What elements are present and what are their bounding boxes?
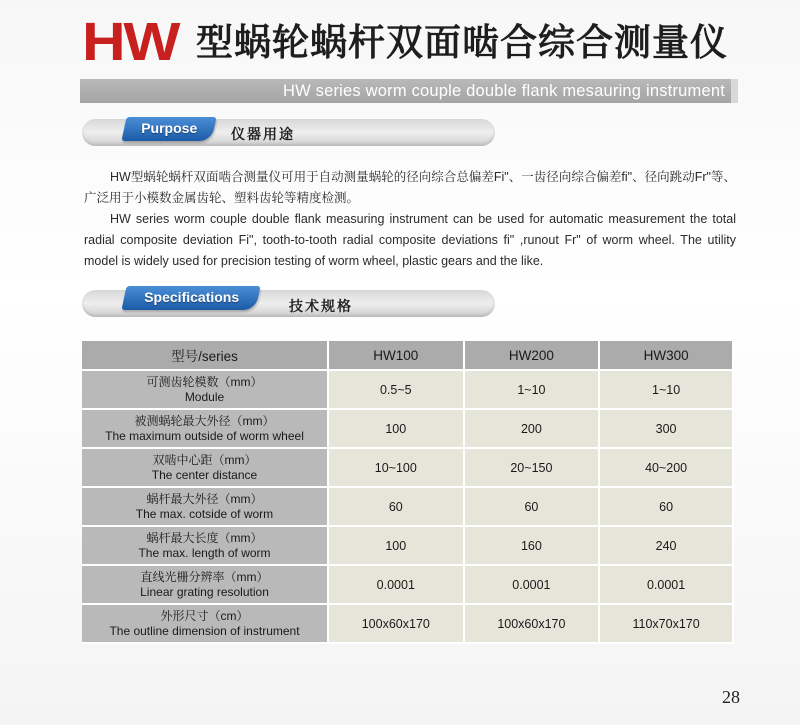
row-label	[82, 605, 329, 644]
row-label-cn: 外形尺寸（cm）	[160, 608, 249, 623]
spec-table-header-row	[82, 341, 734, 371]
subtitle-en: HW series worm couple double flank mesauring instrument	[282, 82, 725, 100]
purpose-description	[84, 167, 736, 272]
row-label-cn: 可测齿轮模数（mm）	[146, 374, 263, 389]
purpose-text-cn: HW型蜗轮蜗杆双面啮合测量仪可用于自动测量蜗轮的径向综合总偏差Fi"、一齿径向综合偏差fi"、径向跳动Fr"等、广泛用于小模数金属齿轮、塑料齿轮等精度检测。	[84, 170, 736, 205]
specifications-tab	[121, 286, 260, 310]
spec-col-hw300: HW300	[600, 341, 734, 371]
table-cell: 100x60x170	[465, 605, 601, 644]
row-label-en: The maximum outside of worm wheel	[105, 428, 304, 443]
row-label-en: The max. length of worm	[138, 545, 271, 560]
spec-col-hw200: HW200	[465, 341, 601, 371]
table-row	[82, 488, 734, 527]
table-cell: 200	[465, 410, 601, 449]
subtitle-bar-accent	[731, 79, 738, 103]
row-label-cn: 蜗杆最大长度（mm）	[146, 530, 263, 545]
row-label-en: Module	[184, 389, 225, 404]
table-row	[82, 605, 734, 644]
table-cell: 240	[600, 527, 734, 566]
row-label	[82, 371, 329, 410]
page-title: 型蜗轮蜗杆双面啮合综合测量仪	[196, 21, 728, 64]
table-cell: 100	[329, 410, 465, 449]
table-cell: 300	[600, 410, 734, 449]
table-row	[82, 566, 734, 605]
table-cell: 100	[329, 527, 465, 566]
row-label	[82, 527, 329, 566]
hw-logo: HW	[82, 12, 179, 72]
table-cell: 60	[465, 488, 601, 527]
table-cell: 60	[600, 488, 734, 527]
purpose-tab-label: Purpose	[141, 120, 198, 136]
specifications-tab-label: Specifications	[143, 289, 239, 305]
table-row	[82, 410, 734, 449]
subtitle-bar	[80, 79, 731, 103]
purpose-tab	[121, 117, 216, 141]
table-cell: 100x60x170	[329, 605, 465, 644]
row-label-en: Linear grating resolution	[140, 584, 269, 599]
row-label-cn: 直线光栅分辨率（mm）	[140, 569, 269, 584]
table-cell: 40~200	[600, 449, 734, 488]
row-label-en: The outline dimension of instrument	[109, 623, 300, 638]
purpose-title-cn: 仪器用途	[231, 127, 295, 143]
table-row	[82, 371, 734, 410]
page-number: 28	[722, 687, 740, 707]
row-label	[82, 566, 329, 605]
table-cell: 20~150	[465, 449, 601, 488]
purpose-text-en: HW series worm couple double flank measuring instrument can be used for automatic measurement the total radial composite deviation Fi", tooth-to-tooth radial composite deviations fi" ,runout Fr" of worm wheel. The utility model is widely used for precision testing of worm wheel, plastic gears and the like.	[84, 212, 736, 268]
table-cell: 10~100	[329, 449, 465, 488]
table-cell: 0.0001	[329, 566, 465, 605]
row-label-cn: 双啮中心距（mm）	[152, 452, 257, 467]
table-cell: 1~10	[600, 371, 734, 410]
table-cell: 0.0001	[465, 566, 601, 605]
table-cell: 1~10	[465, 371, 601, 410]
spec-table	[82, 341, 734, 644]
specifications-title-cn: 技术规格	[289, 299, 353, 315]
table-row	[82, 527, 734, 566]
spec-col-series: 型号/series	[82, 341, 329, 371]
row-label	[82, 488, 329, 527]
table-cell: 60	[329, 488, 465, 527]
row-label	[82, 410, 329, 449]
spec-col-hw100: HW100	[329, 341, 465, 371]
row-label-en: The center distance	[151, 467, 258, 482]
row-label	[82, 449, 329, 488]
table-cell: 0.5~5	[329, 371, 465, 410]
table-row	[82, 449, 734, 488]
row-label-en: The max. cotside of worm	[135, 506, 274, 521]
table-cell: 160	[465, 527, 601, 566]
row-label-cn: 蜗杆最大外径（mm）	[146, 491, 263, 506]
table-cell: 0.0001	[600, 566, 734, 605]
row-label-cn: 被测蜗轮最大外径（mm）	[134, 413, 275, 428]
table-cell: 110x70x170	[600, 605, 734, 644]
